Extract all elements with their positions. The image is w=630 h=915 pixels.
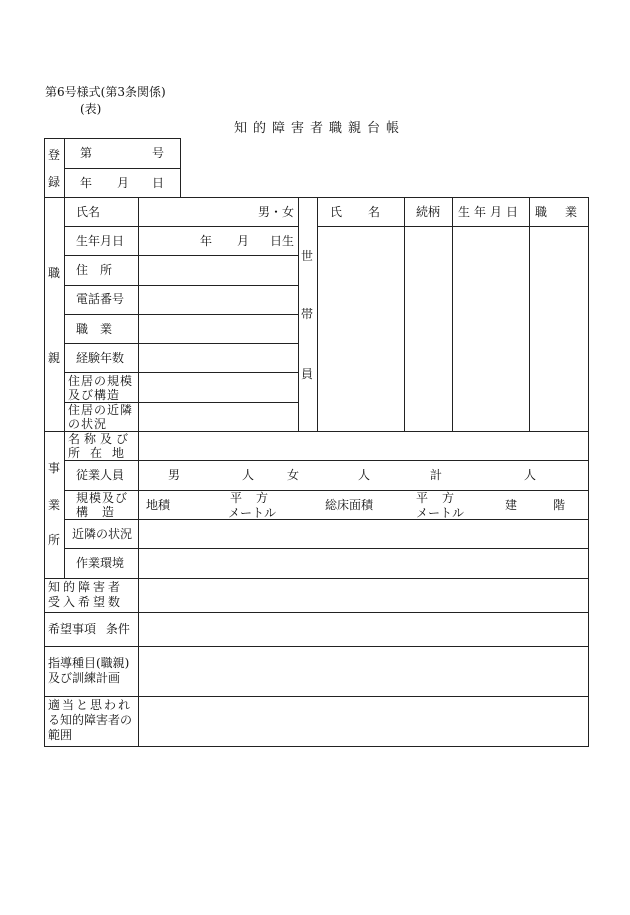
- employees-male: 男: [168, 468, 181, 482]
- label-work-environment: 作業環境: [76, 556, 125, 570]
- household-col-relation: 続柄: [416, 205, 441, 219]
- jigyosho-side-1: 事: [48, 461, 61, 475]
- household-col-occupation: 職業: [535, 205, 596, 219]
- label-range-2: る知的障害者の: [48, 713, 133, 727]
- label-acceptance-2: 受入希望数: [48, 595, 124, 609]
- label-business-name-1: 名称及び: [68, 432, 133, 446]
- label-acceptance-1: 知的障害者: [48, 580, 124, 594]
- jigyosho-side-2: 業: [48, 498, 61, 512]
- household-side-2: 帯: [301, 307, 314, 321]
- registration-year: 年: [80, 176, 93, 190]
- side-label: (表): [80, 102, 102, 116]
- floor-unit-1: 平方: [416, 491, 469, 505]
- page-title: 知的障害者職親台帳: [234, 121, 406, 136]
- registration-month: 月: [117, 176, 130, 190]
- label-floor-area: 総床面積: [325, 498, 374, 512]
- household-side-3: 員: [301, 367, 314, 381]
- registration-day: 日: [152, 176, 165, 190]
- label-land-area: 地積: [146, 498, 171, 512]
- label-experience: 経験年数: [76, 351, 125, 365]
- building-floors: 階: [553, 498, 566, 512]
- label-neighborhood: 近隣の状況: [72, 527, 133, 541]
- registration-side-2: 録: [48, 175, 61, 189]
- sex-selector[interactable]: 男・女: [258, 205, 295, 219]
- household-col-name: 氏名: [330, 205, 407, 219]
- jigyosho-side-3: 所: [48, 533, 61, 547]
- label-range-3: 範囲: [48, 728, 73, 742]
- registration-side-1: 登: [48, 148, 61, 162]
- label-occupation: 職業: [76, 322, 125, 336]
- birth-year: 年: [200, 234, 213, 248]
- label-name: 氏名: [76, 205, 101, 219]
- land-unit-2: メートル: [228, 506, 277, 520]
- shokushin-side-2: 親: [48, 351, 61, 365]
- label-house-scale-1: 住居の規模: [68, 374, 134, 388]
- label-business-name-2: 所在地: [68, 446, 135, 460]
- label-employees: 従業人員: [76, 468, 125, 482]
- shokushin-side-1: 職: [48, 266, 61, 280]
- employees-male-unit: 人: [242, 468, 255, 482]
- building-prefix: 建: [505, 498, 518, 512]
- label-phone: 電話番号: [76, 292, 125, 306]
- household-col-birthdate: 生年月日: [458, 205, 523, 219]
- label-scale-1: 規模及び: [76, 491, 129, 505]
- registration-number-prefix: 第: [80, 146, 93, 160]
- household-side-1: 世: [301, 249, 314, 263]
- form-number: 第6号様式(第3条関係): [45, 85, 166, 99]
- employees-total: 計: [430, 468, 443, 482]
- label-house-scale-2: 及び構造: [68, 388, 121, 402]
- label-guidance-1: 指導種目(職親): [48, 656, 130, 670]
- birth-day: 日生: [270, 234, 295, 248]
- label-wishes: 希望事項 条件: [48, 622, 130, 636]
- label-house-neighbor-1: 住居の近隣: [68, 403, 134, 417]
- employees-total-unit: 人: [524, 468, 537, 482]
- label-address: 住所: [76, 263, 125, 277]
- label-house-neighbor-2: の状況: [68, 417, 108, 431]
- land-unit-1: 平方: [230, 491, 283, 505]
- registration-number-suffix: 号: [152, 146, 165, 160]
- birth-month: 月: [237, 234, 250, 248]
- label-scale-2: 構造: [76, 505, 129, 519]
- label-range-1: 適当と思われ: [48, 698, 133, 712]
- floor-unit-2: メートル: [416, 506, 465, 520]
- employees-female: 女: [287, 468, 300, 482]
- employees-female-unit: 人: [358, 468, 371, 482]
- label-guidance-2: 及び訓練計画: [48, 671, 121, 685]
- label-birthdate: 生年月日: [76, 234, 125, 248]
